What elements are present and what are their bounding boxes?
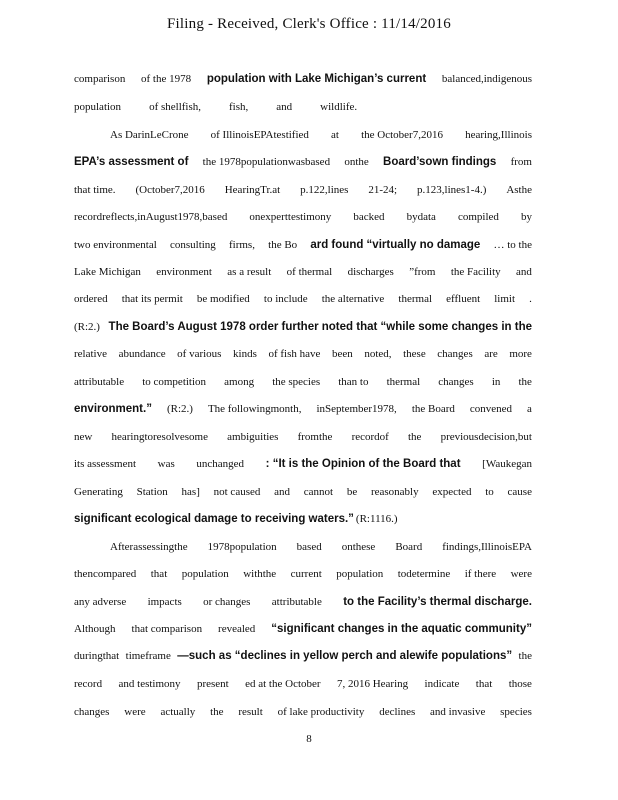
word: the species (272, 376, 321, 388)
text-line (74, 208, 532, 226)
word: indicate (424, 678, 460, 690)
text-line (74, 236, 532, 254)
word: and (276, 101, 293, 113)
bold-phrase: population with Lake Michigan’s current (206, 73, 427, 85)
word: impacts (147, 596, 182, 608)
text-line (74, 290, 532, 308)
word: attributable (271, 596, 322, 608)
word: ”from (409, 266, 436, 278)
text-line (110, 538, 532, 556)
word: onexperttestimony (249, 211, 332, 223)
word: relative (74, 348, 107, 360)
word: species (500, 706, 532, 718)
word: Lake Michigan (74, 266, 141, 278)
word: more (509, 348, 532, 360)
word: kinds (233, 348, 257, 360)
word: a (527, 403, 532, 415)
text-line (74, 373, 532, 391)
word: 7, 2016 Hearing (336, 678, 409, 690)
word: that its permit (121, 293, 183, 305)
word: the (210, 706, 224, 718)
word: cause (507, 486, 532, 498)
word: the Board (411, 403, 455, 415)
bold-phrase: to the Facility’s thermal discharge. (343, 596, 532, 608)
word: Station (136, 486, 168, 498)
word: thencompared (74, 568, 137, 580)
word: any adverse (74, 596, 127, 608)
word: its assessment (74, 458, 137, 470)
word: thermal (398, 293, 433, 305)
word: convened (469, 403, 513, 415)
word: if there (464, 568, 497, 580)
word: of thermal (286, 266, 333, 278)
word: findings,IllinoisEPA (442, 541, 532, 553)
word: (R:2.) (74, 321, 100, 333)
text-line (110, 126, 532, 144)
word: effluent (446, 293, 481, 305)
word: expected (432, 486, 472, 498)
word: withthe (243, 568, 277, 580)
word: Although (74, 623, 116, 635)
word: not caused (213, 486, 261, 498)
word: p.123,lines1-4.) (417, 184, 487, 196)
word: the alternative (321, 293, 385, 305)
word: than to (338, 376, 369, 388)
word: as a result (227, 266, 272, 278)
word: bydata (406, 211, 436, 223)
text-line (74, 620, 532, 638)
word: at (331, 129, 339, 141)
text-line (74, 400, 532, 418)
word: abundance (118, 348, 166, 360)
word: compiled (457, 211, 499, 223)
text-line (74, 318, 532, 336)
word: thermal (386, 376, 421, 388)
word: these (403, 348, 426, 360)
word: by (520, 211, 532, 223)
word: population (74, 101, 122, 113)
word: balanced,indigenous (441, 73, 532, 85)
text-line (74, 510, 532, 528)
word: those (508, 678, 532, 690)
bold-phrase: —such as “declines in yellow perch and alewife populations” (177, 650, 513, 662)
word: inSeptember1978, (316, 403, 397, 415)
text-line (74, 455, 532, 473)
word: that comparison (131, 623, 203, 635)
word: reasonably (370, 486, 419, 498)
word: fromthe (297, 431, 333, 443)
word: to competition (142, 376, 207, 388)
word: of lake productivity (277, 706, 365, 718)
word: be (346, 486, 358, 498)
word: declines (379, 706, 416, 718)
word: and (274, 486, 290, 498)
word: [Waukegan (482, 458, 532, 470)
word: of the 1978 (141, 73, 192, 85)
word: and testimony (118, 678, 181, 690)
word: that (150, 568, 168, 580)
word: that time. (74, 184, 116, 196)
bold-phrase: “significant changes in the aquatic community” (271, 623, 532, 635)
word: the (518, 376, 532, 388)
word: were (124, 706, 146, 718)
word: of various (177, 348, 222, 360)
text-line (74, 593, 532, 611)
word: were (510, 568, 532, 580)
word: (R:2.) (166, 403, 193, 415)
word: noted, (364, 348, 392, 360)
word: comparison (74, 73, 126, 85)
word: The followingmonth, (207, 403, 302, 415)
word: based (296, 541, 322, 553)
word: 21-24; (368, 184, 398, 196)
word: to (485, 486, 494, 498)
word: fish, (229, 101, 249, 113)
word: that (475, 678, 493, 690)
word: revealed (218, 623, 256, 635)
word: ambiguities (227, 431, 279, 443)
bold-phrase: significant ecological damage to receiving waters.” (74, 513, 354, 525)
word: onthe (344, 156, 369, 168)
text-line (74, 647, 532, 665)
word: and invasive (430, 706, 486, 718)
word: 1978population (207, 541, 277, 553)
word: new (74, 431, 93, 443)
word: population (181, 568, 229, 580)
word: changes (437, 348, 473, 360)
word: Asthe (506, 184, 532, 196)
text-line (74, 345, 532, 363)
word: has] (181, 486, 200, 498)
word: in (491, 376, 501, 388)
word: hearingtoresolvesome (111, 431, 208, 443)
text-line (74, 565, 532, 583)
word: to include (263, 293, 308, 305)
bold-phrase: EPA’s assessment of (74, 156, 189, 168)
word: record (74, 678, 103, 690)
word: (R:1116.) (355, 513, 398, 525)
word: the (518, 650, 532, 662)
bold-phrase: : “It is the Opinion of the Board that (265, 458, 461, 470)
word: changes (438, 376, 474, 388)
word: been (331, 348, 353, 360)
word: consulting (169, 239, 216, 251)
word: environment (156, 266, 212, 278)
text-line (74, 483, 532, 501)
bold-phrase: ard found “virtually no damage (310, 239, 481, 251)
word: Board (395, 541, 423, 553)
word: discharges (347, 266, 394, 278)
bold-phrase: environment.” (74, 403, 152, 415)
text-line (74, 263, 532, 281)
word: population (336, 568, 384, 580)
word: As DarinLeCrone (110, 129, 189, 141)
page-number: 8 (306, 733, 312, 745)
word: recordof (351, 431, 389, 443)
word: of fish have (268, 348, 321, 360)
word: timeframe (125, 650, 171, 662)
word: the (407, 431, 422, 443)
word: the 1978populationwasbased (202, 156, 331, 168)
text-line (74, 181, 532, 199)
word: from (510, 156, 532, 168)
word: changes (74, 706, 110, 718)
word: . (529, 293, 532, 305)
word: wildlife. (320, 101, 358, 113)
word: recordreflects,inAugust1978,based (74, 211, 228, 223)
word: duringthat (74, 650, 120, 662)
word: two environmental (74, 239, 157, 251)
word: be modified (196, 293, 250, 305)
bold-phrase: The Board’s August 1978 order further noted that “while some changes in the (108, 321, 532, 333)
word: cannot (303, 486, 334, 498)
word: Generating (74, 486, 123, 498)
word: limit (494, 293, 516, 305)
word: was (157, 458, 175, 470)
word: the Facility (450, 266, 501, 278)
text-line (74, 70, 532, 88)
filing-stamp-header: Filing - Received, Clerk's Office : 11/14/2016 (167, 16, 451, 32)
word: the Bo (268, 239, 298, 251)
word: actually (160, 706, 196, 718)
word: or changes (203, 596, 251, 608)
word: present (196, 678, 229, 690)
bold-phrase: Board’sown findings (383, 156, 497, 168)
text-line (74, 153, 532, 171)
word: previousdecision,but (440, 431, 532, 443)
word: ed at the October (245, 678, 321, 690)
word: hearing,Illinois (465, 129, 532, 141)
word: todetermine (397, 568, 451, 580)
word: … to the (493, 239, 532, 251)
word: and (516, 266, 532, 278)
word: are (484, 348, 498, 360)
text-line (74, 98, 532, 116)
word: among (224, 376, 255, 388)
word: firms, (228, 239, 255, 251)
word: attributable (74, 376, 125, 388)
word: backed (353, 211, 385, 223)
word: result (238, 706, 263, 718)
word: unchanged (196, 458, 245, 470)
text-line (74, 703, 532, 721)
word: current (290, 568, 322, 580)
word: of shellfish, (149, 101, 202, 113)
word: the October7,2016 (361, 129, 443, 141)
word: HearingTr.at (224, 184, 281, 196)
word: p.122,lines (300, 184, 349, 196)
word: (October7,2016 (135, 184, 205, 196)
word: onthese (341, 541, 376, 553)
text-line (74, 428, 532, 446)
word: of IllinoisEPAtestified (210, 129, 309, 141)
text-line (74, 675, 532, 693)
word: Afterassessingthe (110, 541, 188, 553)
word: ordered (74, 293, 108, 305)
